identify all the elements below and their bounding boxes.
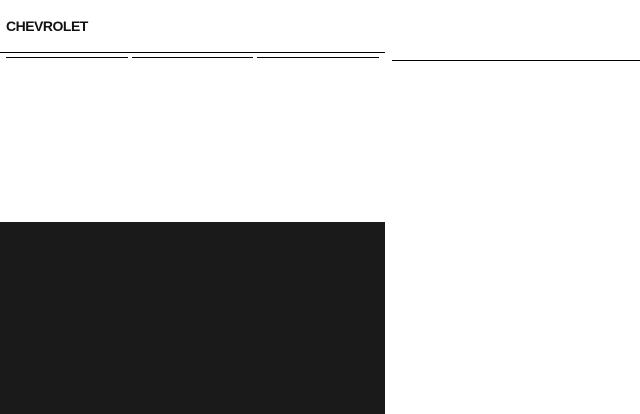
fuel-economy-panel xyxy=(0,222,385,414)
fuel-economy-title xyxy=(0,222,385,230)
dealer-addendum xyxy=(392,0,640,414)
addendum-items xyxy=(392,61,640,69)
equipment-column xyxy=(6,57,128,217)
equipment-columns xyxy=(0,53,385,221)
sticker-header xyxy=(0,0,385,53)
brand-logo: CHEVROLET xyxy=(6,18,88,34)
addendum-heading xyxy=(392,0,640,61)
equipment-column xyxy=(132,57,254,217)
equipment-column xyxy=(257,57,379,217)
